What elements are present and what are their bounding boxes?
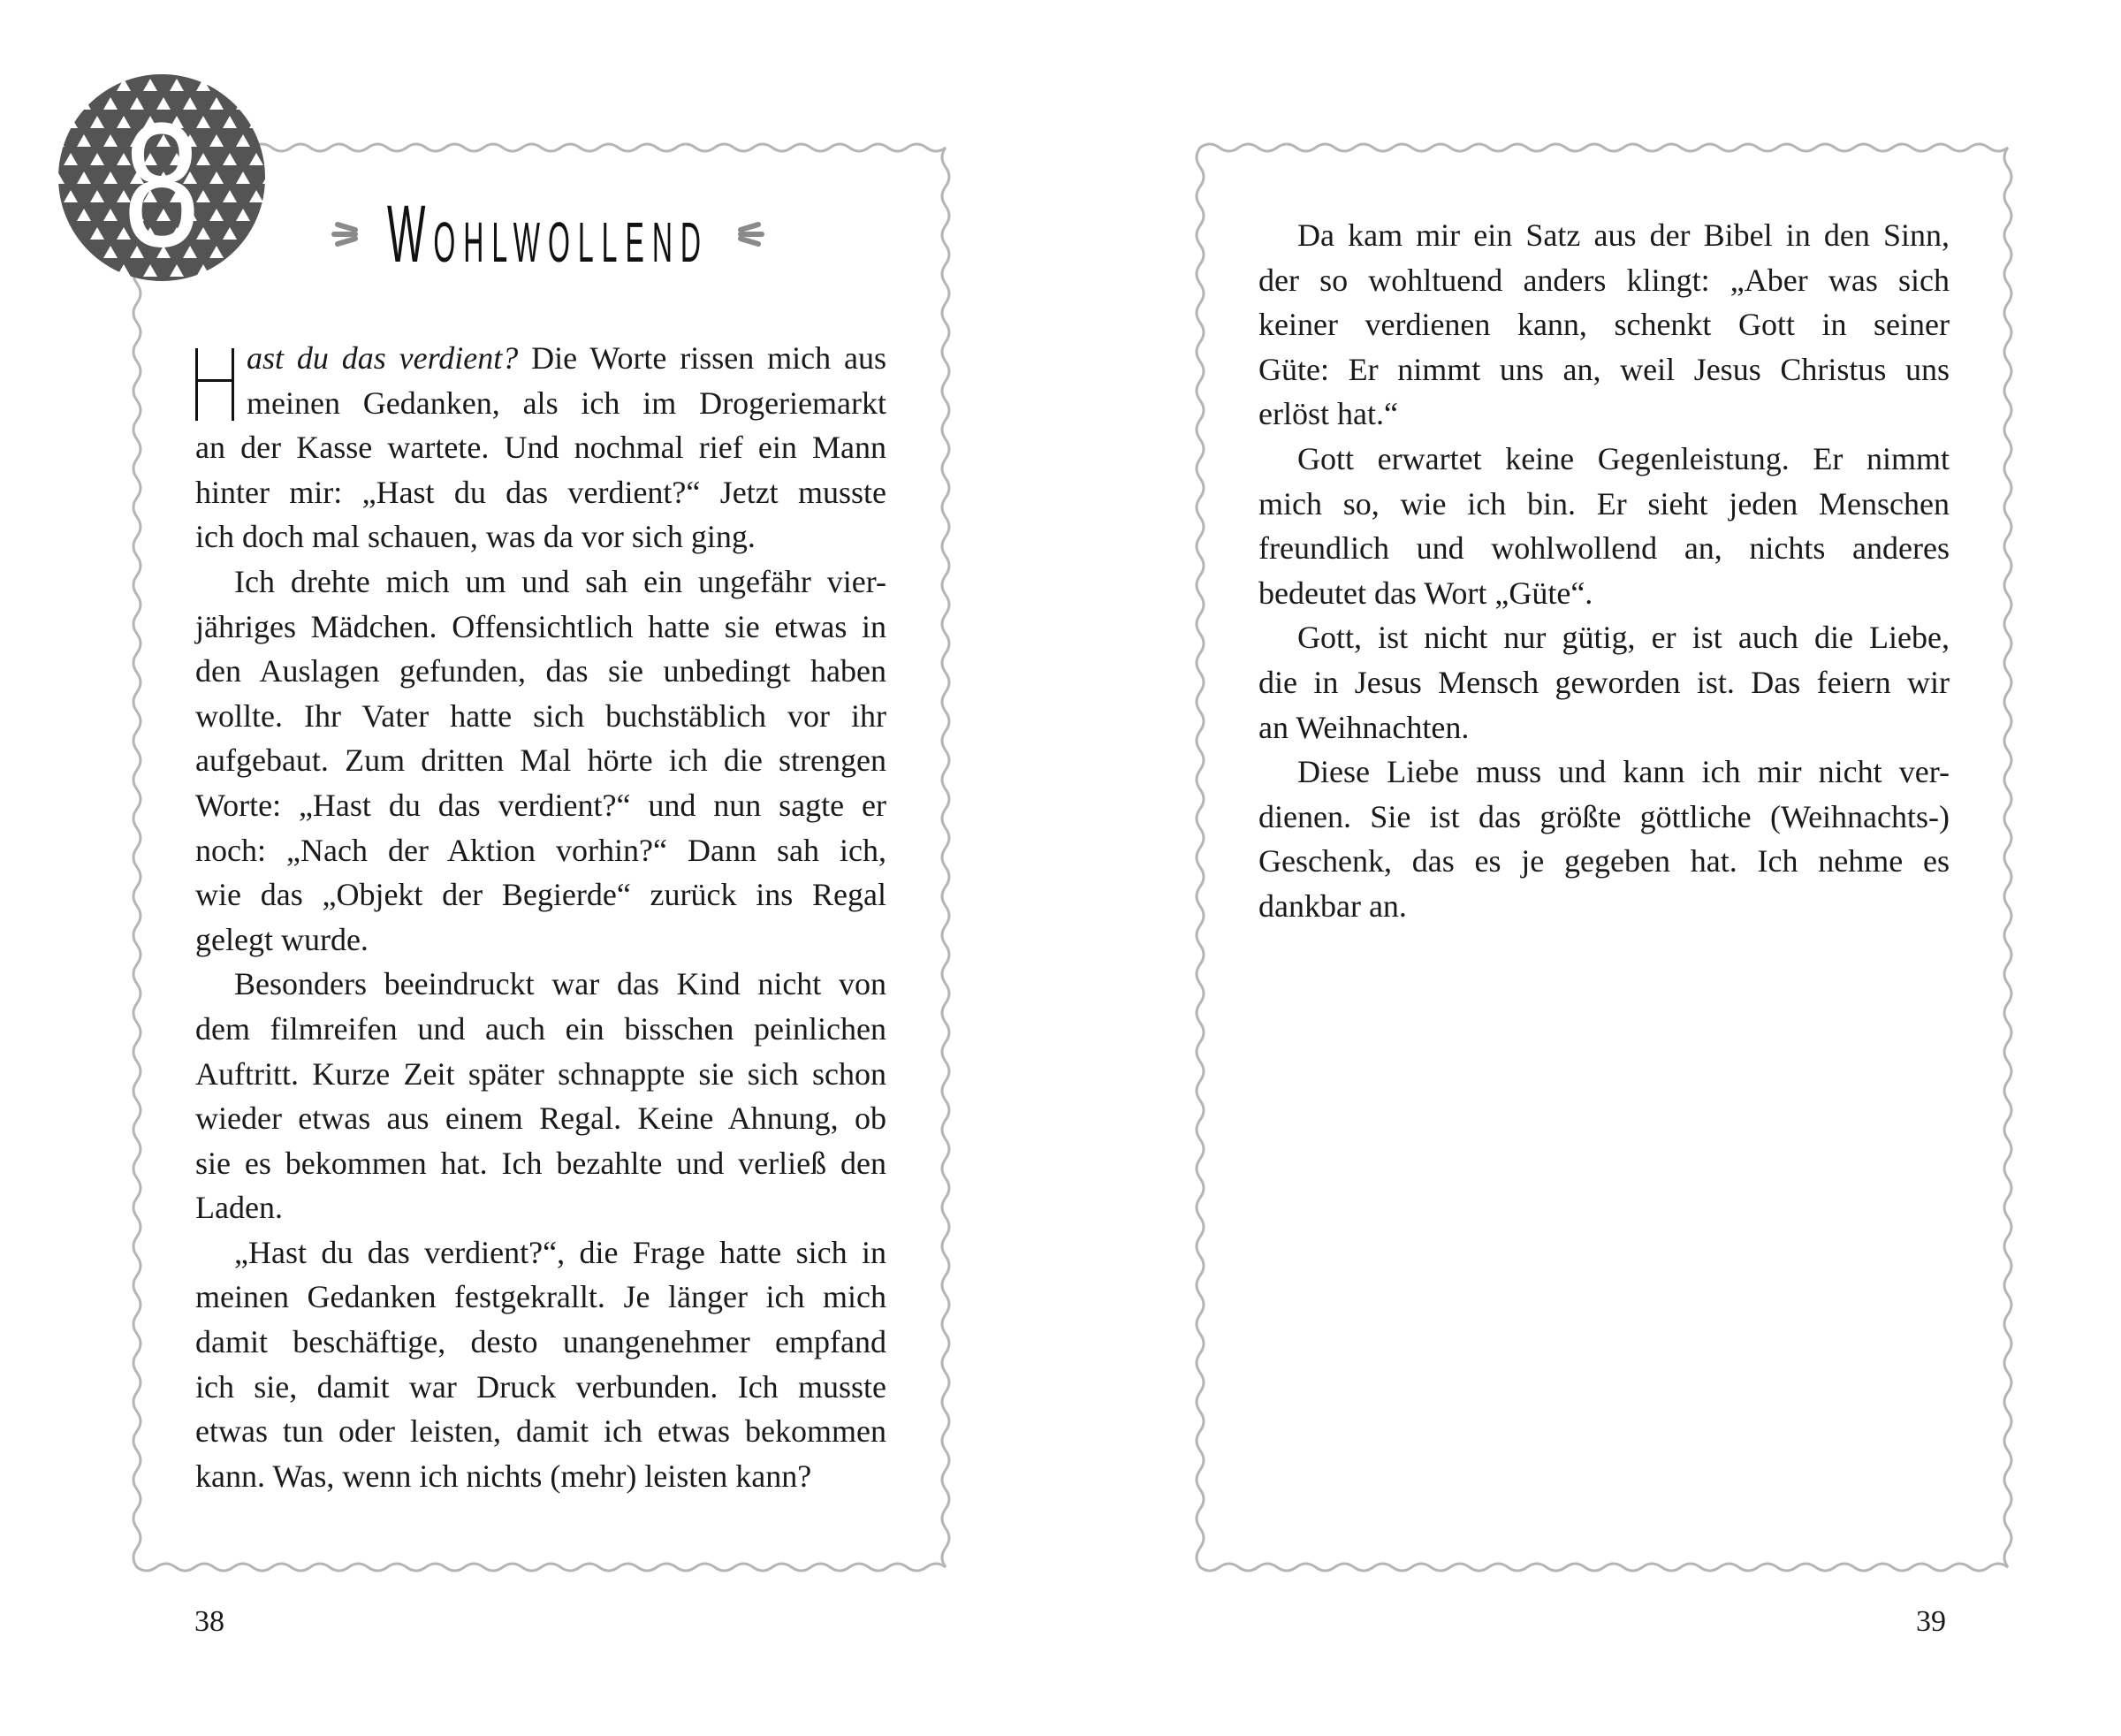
right-page-body	[1258, 213, 1950, 929]
text-line: damit beschäftige, desto unangenehmer empfand	[195, 1324, 886, 1360]
text-line: freundlich und wohlwollend an, nichts anderes	[1258, 530, 1950, 567]
text-line: ich doch mal schauen, was da vor sich ging.	[195, 519, 756, 555]
page-number-left: 38	[194, 1605, 224, 1638]
text-line: ich sie, damit war Druck verbunden. Ich musste	[195, 1368, 886, 1405]
text-line: meinen Gedanken, als ich im Drogeriemarkt	[247, 385, 886, 421]
text-span: Die Worte rissen mich aus	[518, 340, 886, 376]
text-line: hinter mir: „Hast du das verdient?“ Jetzt musste	[195, 474, 886, 510]
text-line: an der Kasse wartete. Und nochmal rief ein Mann	[195, 430, 886, 466]
text-line: dem filmreifen und auch ein bisschen peinlichen	[195, 1010, 886, 1047]
italic-opening: ast du das verdient?	[247, 340, 519, 376]
text-line: wieder etwas aus einem Regal. Keine Ahnung, ob	[195, 1100, 886, 1137]
text-line: dienen. Sie ist das größte göttliche (Weihnachts-)	[1258, 798, 1950, 834]
chapter-number: 8	[123, 87, 201, 284]
text-line: erlöst hat.“	[1258, 396, 1398, 432]
text-line: Gott erwartet keine Gegenleistung. Er nimmt	[1297, 440, 1950, 476]
left-page-body	[195, 336, 886, 1498]
text-line: Ich drehte mich um und sah ein ungefähr vier-	[234, 563, 886, 599]
text-line: bedeutet das Wort „Güte“.	[1258, 575, 1593, 611]
text-line: etwas tun oder leisten, damit ich etwas bekommen	[195, 1413, 886, 1450]
text-line: keiner verdienen kann, schenkt Gott in seiner	[1258, 307, 1950, 343]
text-line: noch: „Nach der Aktion vorhin?“ Dann sah ich,	[195, 832, 886, 868]
chapter-heading	[318, 190, 778, 278]
text-line: Güte: Er nimmt uns an, weil Jesus Christus uns	[1258, 351, 1950, 387]
text-line: aufgebaut. Zum dritten Mal hörte ich die strengen	[195, 742, 886, 779]
text-line: an Weihnachten.	[1258, 709, 1470, 745]
text-line: Auftritt. Kurze Zeit später schnappte sie sich schon	[195, 1055, 886, 1092]
text-line: Da kam mir ein Satz aus der Bibel in den Sinn,	[1297, 217, 1950, 253]
text-line: gelegt wurde.	[195, 921, 369, 957]
text-line: der so wohltuend anders klingt: „Aber was sich	[1258, 262, 1950, 298]
text-line: die in Jesus Mensch geworden ist. Das feiern wir	[1258, 664, 1950, 700]
text-line: den Auslagen gefunden, das sie unbedingt haben	[195, 653, 886, 689]
text-line: kann. Was, wenn ich nichts (mehr) leisten kann?	[195, 1458, 812, 1494]
text-line: Worte: „Hast du das verdient?“ und nun sagte er	[195, 787, 886, 823]
text-line: jähriges Mädchen. Offensichtlich hatte sie etwas in	[195, 608, 886, 644]
text-line: Laden.	[195, 1190, 283, 1226]
right-flourish-icon	[732, 212, 767, 256]
text-line: Geschenk, das es je gegeben hat. Ich nehme es	[1258, 843, 1950, 879]
text-line: dankbar an.	[1258, 887, 1407, 924]
text-line: Besonders beeindruckt war das Kind nicht von	[234, 966, 886, 1002]
text-line: sie es bekommen hat. Ich bezahlte und verließ den	[195, 1145, 886, 1181]
text-line: „Hast du das verdient?“, die Frage hatte sich in	[234, 1234, 886, 1270]
chapter-title: Wohlwollend	[386, 188, 710, 279]
text-line: wollte. Ihr Vater hatte sich buchstäblich vor ihr	[195, 697, 886, 734]
text-line: Diese Liebe muss und kann ich mir nicht ver-	[1297, 754, 1950, 790]
text-line: Gott, ist nicht nur gütig, er ist auch die Liebe,	[1297, 620, 1950, 656]
drop-cap-h	[195, 348, 234, 421]
text-line: meinen Gedanken festgekrallt. Je länger ich mich	[195, 1279, 886, 1315]
text-line: wie das „Objekt der Begierde“ zurück ins Regal	[195, 877, 886, 913]
page-number-right: 39	[1916, 1605, 1946, 1638]
left-flourish-icon	[329, 212, 364, 256]
text-line	[195, 336, 886, 381]
text-line: mich so, wie ich bin. Er sieht jeden Menschen	[1258, 485, 1950, 522]
